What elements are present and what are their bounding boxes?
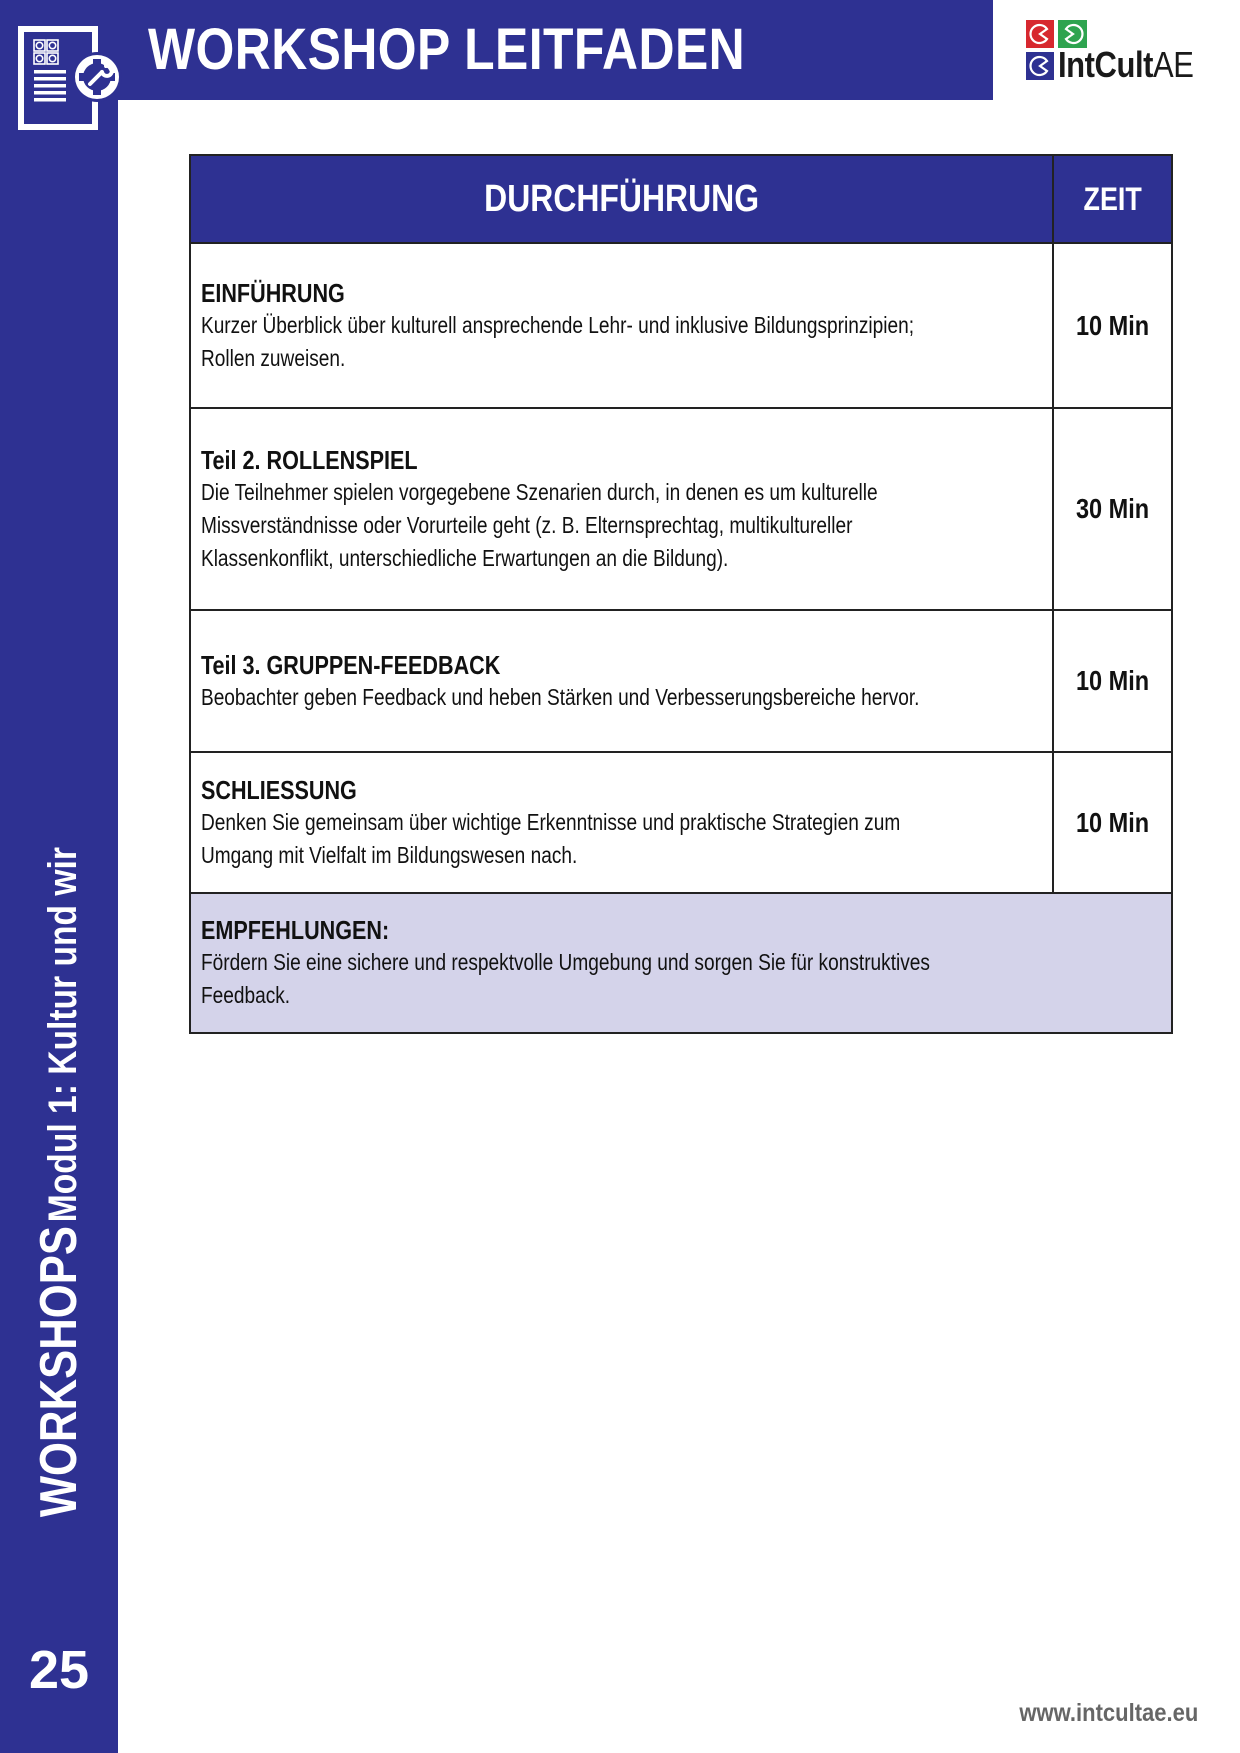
activity-text: Umgang mit Vielfalt im Bildungswesen nach.: [200, 841, 578, 868]
recommendations-row: [190, 893, 1172, 1033]
recommendations-heading: EMPFEHLUNGEN:: [200, 915, 390, 945]
table-row: [190, 752, 1172, 893]
module-label: [29, 752, 89, 1612]
table-row: [190, 610, 1172, 752]
page-title: WORKSHOP LEITFADEN: [148, 17, 746, 82]
workshop-plan-table: [189, 154, 1173, 1034]
table-row: [190, 243, 1172, 408]
intcultae-logo: [1024, 18, 1224, 84]
activity-heading: EINFÜHRUNG: [200, 277, 345, 308]
activity-text: Missverständnisse oder Vorurteile geht (z. B. Elternsprechtag, multikultureller: [200, 511, 853, 538]
activity-heading: SCHLIESSUNG: [200, 774, 357, 805]
logo-text: IntCultAE: [1058, 44, 1194, 85]
activity-cell: [190, 408, 1053, 610]
column-header-zeit: ZEIT: [1053, 155, 1172, 243]
activity-heading: Teil 2. ROLLENSPIEL: [200, 444, 418, 475]
activity-cell: [190, 243, 1053, 408]
column-header-durchfuehrung: DURCHFÜHRUNG: [190, 155, 1053, 243]
website-link[interactable]: www.intcultae.eu: [1019, 1699, 1198, 1727]
module-label-workshops: WORKSHOPS: [30, 1225, 88, 1518]
time-cell: 30 Min: [1053, 408, 1172, 610]
time-cell: 10 Min: [1053, 752, 1172, 893]
table-row: [190, 408, 1172, 610]
activity-cell: [190, 610, 1053, 752]
activity-text: Kurzer Überblick über kulturell ansprechende Lehr- und inklusive Bildungsprinzipien;: [200, 311, 915, 338]
activity-text: Denken Sie gemeinsam über wichtige Erkenntnisse und praktische Strategien zum: [200, 808, 901, 835]
activity-text: Klassenkonflikt, unterschiedliche Erwartungen an die Bildung).: [200, 544, 729, 571]
recommendations-cell: [190, 893, 1172, 1033]
activity-text: Rollen zuweisen.: [200, 344, 346, 371]
workshop-document-gear-icon: [18, 26, 128, 132]
activity-text: Beobachter geben Feedback und heben Stärken und Verbesserungsbereiche hervor.: [200, 683, 920, 710]
activity-cell: [190, 752, 1053, 893]
table-header-row: [190, 155, 1172, 243]
time-cell: 10 Min: [1053, 243, 1172, 408]
activity-heading: Teil 3. GRUPPEN-FEEDBACK: [200, 649, 501, 680]
time-cell: 10 Min: [1053, 610, 1172, 752]
activity-text: Die Teilnehmer spielen vorgegebene Szenarien durch, in denen es um kulturelle: [200, 478, 878, 505]
module-label-title: Modul 1: Kultur und wir: [41, 846, 85, 1223]
recommendations-text: Fördern Sie eine sichere und respektvolle Umgebung und sorgen Sie für konstruktives: [200, 949, 930, 975]
recommendations-text: Feedback.: [200, 982, 291, 1008]
page-number: 25: [28, 1640, 90, 1700]
